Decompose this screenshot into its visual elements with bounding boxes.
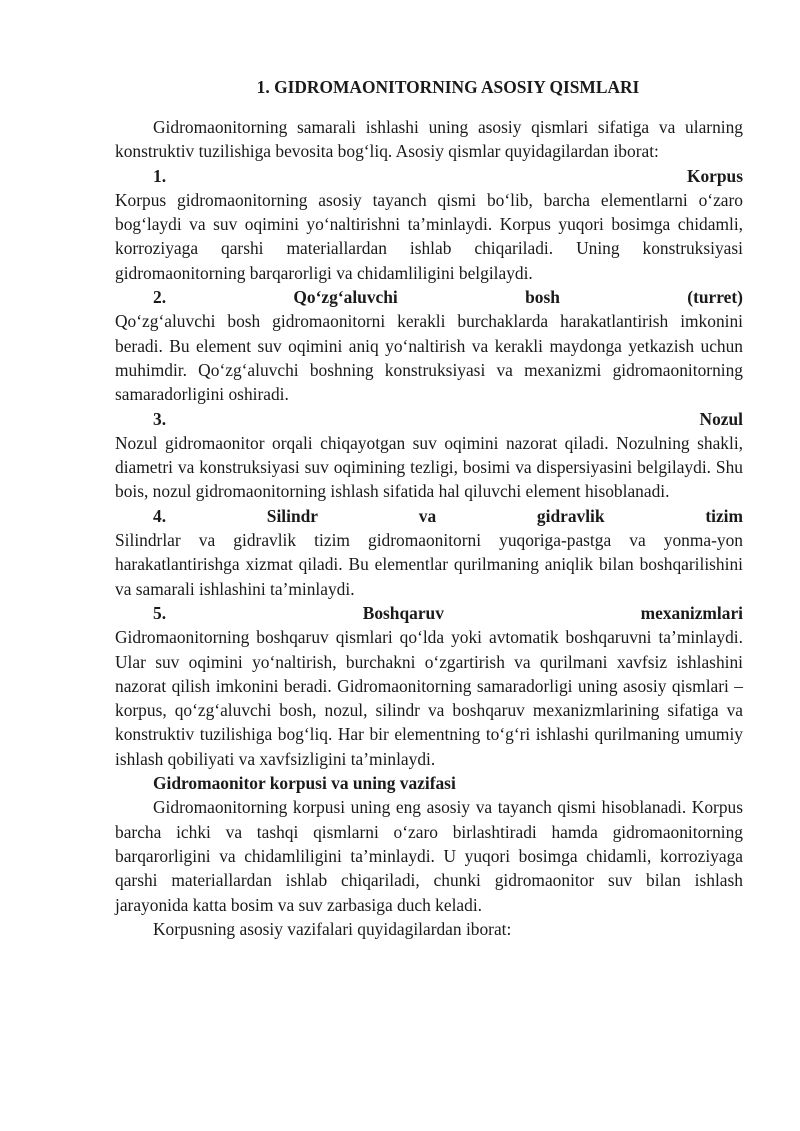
section-text-2: Qo‘zg‘aluvchi bosh gidromaonitorni kerakli burchaklarda harakatlantirish imkonini beradi. Bu element suv oqimini aniq yo‘naltirish va kerakli maydonga yetkazish uchun muhimdir. Qo‘zg‘aluvchi boshning konstruksiyasi va mexanizmi gidromaonitorning samaradorligini oshiradi.	[115, 311, 743, 405]
section-text-4: Silindrlar va gidravlik tizim gidromaonitorni yuqoriga-pastga va yonma-yon harakatlantirishga xizmat qiladi. Bu elementlar qurilmaning aniqlik bilan boshqarilishini va samarali ishlashini ta’minlaydi.	[115, 530, 743, 599]
heading-word: Qo‘zg‘aluvchi	[293, 287, 398, 308]
heading-word: Nozul	[699, 408, 743, 429]
heading-word: (turret)	[687, 287, 743, 308]
section-heading-2	[115, 285, 743, 309]
section-text-3: Nozul gidromaonitor orqali chiqayotgan suv oqimini nazorat qiladi. Nozulning shakli, diametri va konstruksiyasi suv oqimining tezligi, bosimi va dispersiyasini belgilaydi. Shu bois, nozul gidromaonitorning ishlash sifatida hal qiluvchi element hisoblanadi.	[115, 432, 743, 502]
heading-word: va	[418, 505, 437, 526]
subheading: Gidromaonitor korpusi va uning vazifasi	[153, 773, 456, 794]
heading-word: Boshqaruv	[362, 602, 444, 623]
heading-word: 5.	[153, 602, 167, 623]
heading-word: Silindr	[266, 505, 319, 526]
document-page	[115, 76, 743, 941]
page-title: 1. GIDROMAONITORNING ASOSIY QISMLARI	[256, 77, 640, 97]
heading-word: gidravlik	[536, 505, 605, 526]
heading-word: tizim	[705, 505, 743, 526]
heading-word: bosh	[525, 287, 560, 308]
section-heading-3	[115, 407, 743, 431]
section-text-5: Gidromaonitorning boshqaruv qismlari qo‘lda yoki avtomatik boshqaruvni ta’minlaydi. Ular suv oqimini yo‘naltirish, burchakni o‘zgartirish va qurilmani xavfsiz ishlashini nazorat qilish imkonini beradi. Gidromaonitorning samaradorligi uning asosiy qismlari – korpus, qo‘zg‘aluvchi bosh, nozul, silindr va boshqaruv mexanizmlarining sifatiga va konstruktiv tuzilishiga bog‘liq. Har bir elementning to‘g‘ri ishlashi qurilmaning umumiy ishlash qobiliyati va xavfsizligini ta’minlaydi.	[115, 627, 743, 769]
heading-word: 1.	[153, 165, 167, 186]
section-text-1: Korpus gidromaonitorning asosiy tayanch qismi bo‘lib, barcha elementlarni o‘zaro bog‘laydi va suv oqimini yo‘naltirishni ta’minlaydi. Korpus yuqori bosimga chidamli, korroziyaga qarshi materiallardan ishlab chiqariladi. Uning konstruksiyasi gidromaonitorning barqarorligi va chidamliligini belgilaydi.	[115, 189, 743, 283]
korpus-functions-intro: Korpusning asosiy vazifalari quyidagilardan iborat:	[153, 918, 512, 939]
heading-word: mexanizmlari	[640, 602, 743, 623]
heading-word: 2.	[153, 287, 167, 308]
heading-word: 4.	[153, 505, 167, 526]
heading-word: 3.	[153, 408, 167, 429]
section-heading-1	[115, 164, 743, 188]
intro-paragraph: Gidromaonitorning samarali ishlashi uning asosiy qismlari sifatiga va ularning konstruktiv tuzilishiga bevosita bog‘liq. Asosiy qismlar quyidagilardan iborat:	[115, 117, 743, 162]
section-heading-4	[115, 504, 743, 528]
section-heading-5	[115, 601, 743, 625]
korpus-paragraph: Gidromaonitorning korpusi uning eng asosiy va tayanch qismi hisoblanadi. Korpus barcha ichki va tashqi qismlarni o‘zaro birlashtiradi hamda gidromaonitorning barqarorligini va chidamliligini ta’minlaydi. U yuqori bosimga chidamli, korroziyaga qarshi materiallardan ishlab chiqariladi, chunki gidromaonitor suv bilan ishlash jarayonida katta bosim va suv zarbasiga duch keladi.	[115, 797, 743, 915]
heading-word: Korpus	[686, 165, 743, 186]
